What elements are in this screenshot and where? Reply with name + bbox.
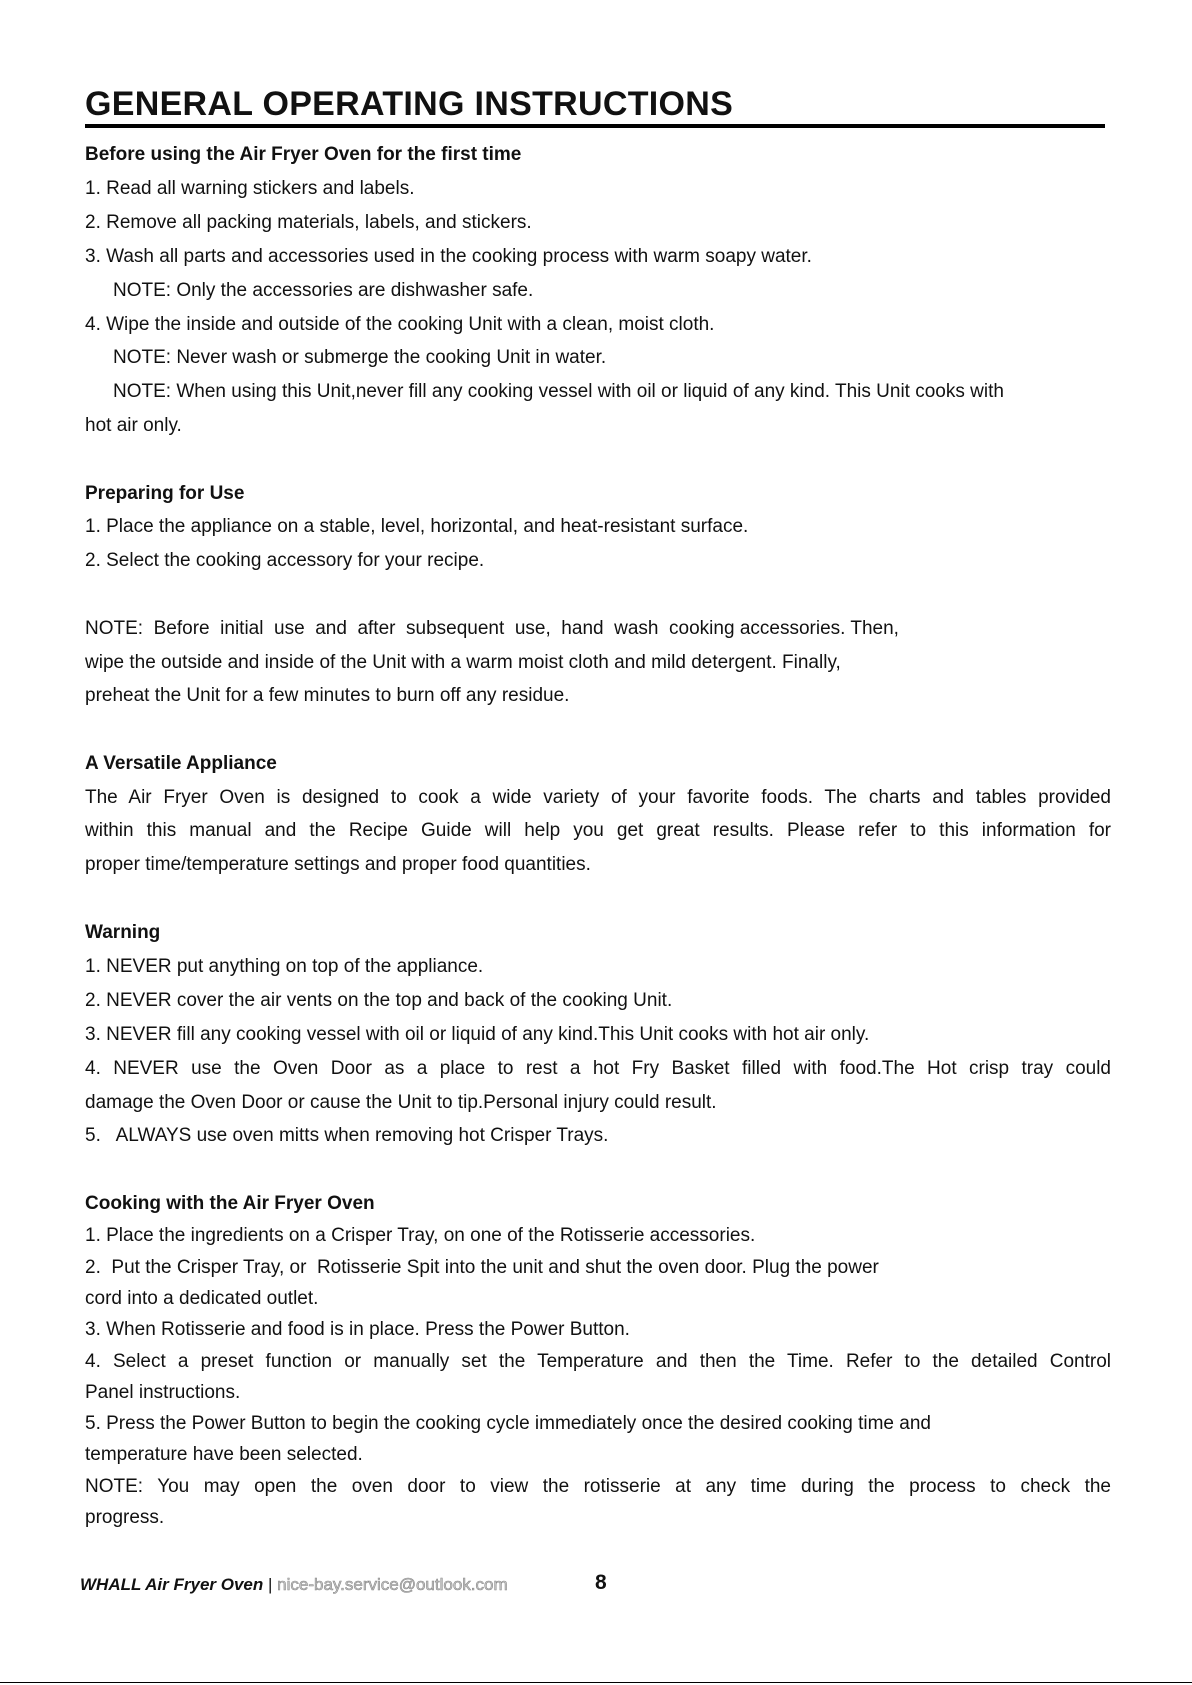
page-title: GENERAL OPERATING INSTRUCTIONS [85,85,734,123]
section-heading-first-time: Before using the Air Fryer Oven for the first time [85,144,522,165]
list-item: 2. Remove all packing materials, labels, and stickers. [85,212,532,233]
list-item: 1. Place the appliance on a stable, level, horizontal, and heat-resistant surface. [85,516,749,537]
footer-brand: WHALL Air Fryer Oven [80,1575,264,1594]
note-text: NOTE: Only the accessories are dishwasher safe. [113,280,534,301]
list-item: 4. Wipe the inside and outside of the cooking Unit with a clean, moist cloth. [85,314,715,335]
note-text: hot air only. [85,415,182,436]
list-item: 1. NEVER put anything on top of the appliance. [85,956,484,977]
list-item: 2. Put the Crisper Tray, or Rotisserie Spit into the unit and shut the oven door. Plug the power [85,1257,879,1278]
note-text: NOTE: When using this Unit,never fill any cooking vessel with oil or liquid of any kind. This Unit cooks with [113,381,1004,402]
paragraph-line: within this manual and the Recipe Guide will help you get great results. Please refer to this information for [85,820,1111,841]
footer [80,1575,508,1595]
list-item: 5. Press the Power Button to begin the cooking cycle immediately once the desired cooking time and [85,1413,931,1434]
list-item: Panel instructions. [85,1382,241,1403]
note-text: progress. [85,1507,165,1528]
list-item: 3. NEVER fill any cooking vessel with oil or liquid of any kind.This Unit cooks with hot air only. [85,1024,870,1045]
section-heading-versatile: A Versatile Appliance [85,753,277,774]
page-number: 8 [595,1571,607,1594]
footer-separator: | [263,1575,278,1594]
note-text: NOTE: You may open the oven door to view the rotisserie at any time during the process to check the [85,1476,1111,1497]
note-text: wipe the outside and inside of the Unit with a warm moist cloth and mild detergent. Finally, [85,652,841,673]
section-heading-preparing: Preparing for Use [85,483,245,504]
section-heading-cooking: Cooking with the Air Fryer Oven [85,1193,375,1214]
page-bottom-border [0,1682,1192,1683]
list-item: cord into a dedicated outlet. [85,1288,319,1309]
list-item: 4. NEVER use the Oven Door as a place to rest a hot Fry Basket filled with food.The Hot crisp tray could [85,1058,1111,1079]
list-item: 1. Read all warning stickers and labels. [85,178,415,199]
list-item: 1. Place the ingredients on a Crisper Tray, on one of the Rotisserie accessories. [85,1225,756,1246]
title-underline [85,84,1105,128]
list-item: temperature have been selected. [85,1444,363,1465]
list-item: 2. Select the cooking accessory for your recipe. [85,550,485,571]
list-item: 2. NEVER cover the air vents on the top and back of the cooking Unit. [85,990,673,1011]
paragraph-line: proper time/temperature settings and proper food quantities. [85,854,591,875]
note-text: NOTE: Never wash or submerge the cooking Unit in water. [113,347,607,368]
list-item: 3. Wash all parts and accessories used in the cooking process with warm soapy water. [85,246,812,267]
list-item: damage the Oven Door or cause the Unit to tip.Personal injury could result. [85,1092,717,1113]
list-item: 5. ALWAYS use oven mitts when removing hot Crisper Trays. [85,1125,609,1146]
section-heading-warning: Warning [85,922,161,943]
list-item: 3. When Rotisserie and food is in place. Press the Power Button. [85,1319,630,1340]
note-text: NOTE: Before initial use and after subsequent use, hand wash cooking accessories. Then, [85,618,899,639]
footer-email: nice-bay.service@outlook.com [277,1575,508,1594]
note-text: preheat the Unit for a few minutes to burn off any residue. [85,685,570,706]
paragraph-line: The Air Fryer Oven is designed to cook a wide variety of your favorite foods. The charts and tables provided [85,787,1111,808]
list-item: 4. Select a preset function or manually set the Temperature and then the Time. Refer to the detailed Control [85,1351,1111,1372]
